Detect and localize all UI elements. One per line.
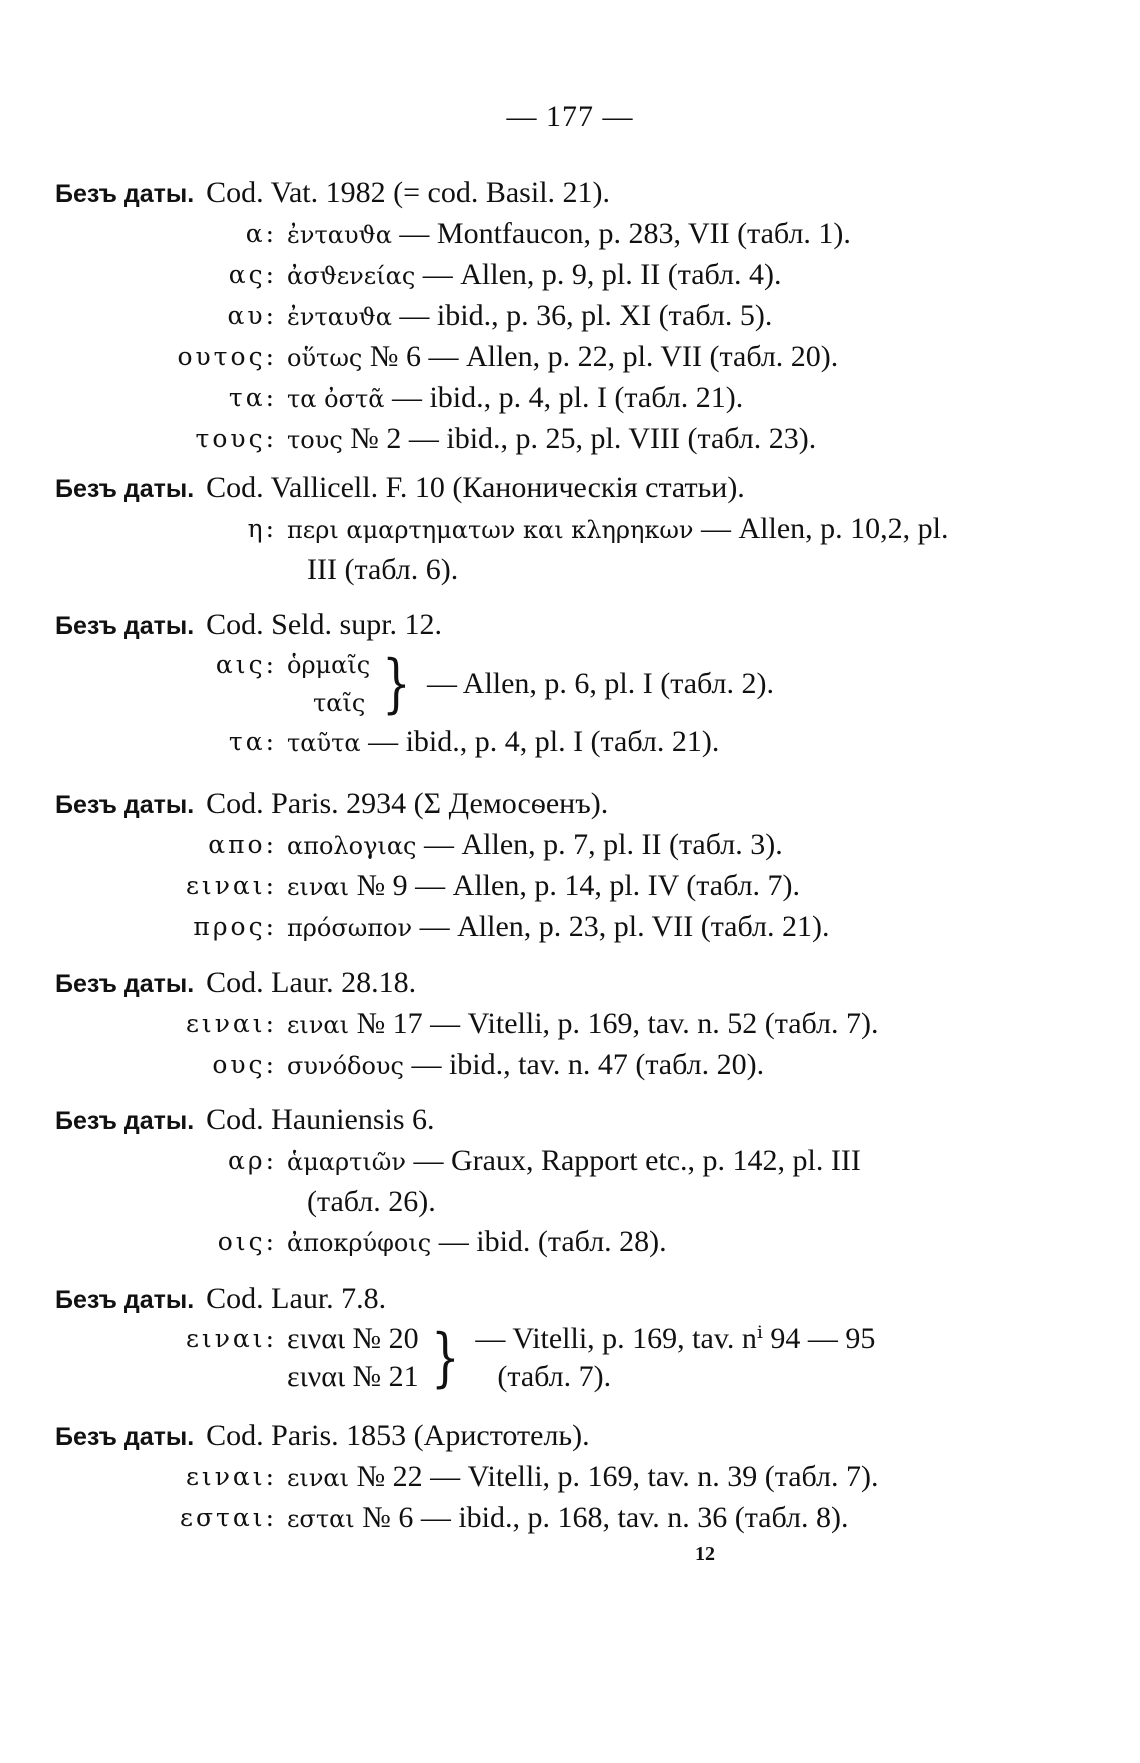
reference: — Allen, p. 6, pl. I (табл. 2).	[426, 667, 775, 700]
greek-word: πρόσωπον	[287, 914, 413, 942]
reference: № 2 — ibid., p. 25, pl. VIII (табл. 23).	[350, 422, 817, 455]
right-brace-icon: }	[430, 1321, 460, 1395]
greek-word: ειναι № 20	[287, 1322, 419, 1355]
letter-key: α:	[245, 219, 277, 248]
undated-label: Безъ даты.	[55, 1423, 195, 1451]
greek-word: ειναι	[287, 1464, 350, 1492]
codex-title: Cod. Hauniensis 6.	[206, 1103, 435, 1136]
codex-title: Cod. Paris. 2934 (Σ Демосѳенъ).	[206, 787, 609, 820]
letter-key: ας:	[228, 260, 277, 289]
letter-key: ειναι:	[185, 1324, 277, 1353]
entry	[55, 907, 1100, 948]
letter-key: η:	[247, 514, 277, 543]
greek-word: ειναι № 21	[287, 1360, 419, 1393]
undated-label: Безъ даты.	[55, 180, 195, 208]
reference: — ibid., p. 4, pl. I (табл. 21).	[391, 381, 744, 414]
letter-key: τα:	[228, 383, 277, 412]
codex-title: Cod. Seld. supr. 12.	[206, 608, 443, 641]
undated-label: Безъ даты.	[55, 970, 195, 998]
entry	[55, 1141, 1100, 1182]
section-paris-1853	[55, 1416, 1100, 1539]
greek-word: συνόδους	[287, 1052, 404, 1080]
section-hauniensis-6	[55, 1100, 1100, 1263]
section-heading	[55, 784, 1100, 825]
section-laur-7-8	[55, 1279, 1100, 1396]
entry	[55, 722, 1100, 763]
greek-word: ταῦτα	[287, 729, 361, 757]
signature-mark: 12	[695, 1543, 715, 1565]
reference-continuation: III (табл. 6).	[307, 553, 459, 586]
bracketed-entry	[55, 646, 1100, 722]
section-heading	[55, 468, 1100, 509]
entry	[55, 378, 1100, 419]
section-heading	[55, 1100, 1100, 1141]
entry	[55, 866, 1100, 907]
page-number: — 177 —	[506, 100, 634, 133]
greek-word: ταῖς	[313, 689, 366, 717]
section-laur-28-18	[55, 963, 1100, 1086]
reference: — Graux, Rapport etc., p. 142, pl. III	[413, 1144, 861, 1177]
entry	[55, 1222, 1100, 1263]
reference: — Allen, p. 9, pl. II (табл. 4).	[422, 258, 782, 291]
entry	[55, 1004, 1100, 1045]
entry	[55, 214, 1100, 255]
section-heading	[55, 963, 1100, 1004]
greek-word: ἁμαρτιῶν	[287, 1148, 406, 1176]
undated-label: Безъ даты.	[55, 791, 195, 819]
section-heading	[55, 173, 1100, 214]
reference: — Allen, p. 7, pl. II (табл. 3).	[424, 828, 783, 861]
letter-key: προς:	[193, 912, 277, 941]
reference: — Allen, p. 23, pl. VII (табл. 21).	[419, 910, 830, 943]
letter-key: αις:	[215, 650, 277, 679]
reference: — ibid., p. 4, pl. I (табл. 21).	[368, 725, 720, 758]
reference-continuation: (табл. 26).	[307, 1185, 436, 1218]
letter-key: εσται:	[180, 1503, 277, 1532]
undated-label: Безъ даты.	[55, 1107, 195, 1135]
codex-title: Cod. Laur. 28.18.	[206, 966, 417, 999]
letter-key: ους:	[212, 1050, 277, 1079]
section-heading	[55, 1416, 1100, 1457]
greek-word: ἐνταυϑα	[287, 221, 392, 249]
greek-word: ἐνταυϑα	[287, 303, 392, 331]
reference: № 6 — ibid., p. 168, tav. n. 36 (табл. 8).	[362, 1501, 849, 1534]
section-heading	[55, 1279, 1100, 1320]
undated-label: Безъ даты.	[55, 1286, 195, 1314]
reference: — ibid., p. 36, pl. XI (табл. 5).	[399, 299, 773, 332]
entry	[55, 419, 1100, 460]
section-paris-2934	[55, 784, 1100, 948]
greek-word: περι αμαρτηματων και κληρηκων	[287, 516, 694, 544]
greek-word: οὕτως	[287, 344, 363, 372]
reference: — Allen, p. 10,2, pl.	[701, 512, 949, 545]
reference: — Montfaucon, p. 283, VII (табл. 1).	[399, 217, 851, 250]
greek-word: απολογιας	[287, 832, 417, 860]
letter-key: απο:	[208, 830, 277, 859]
codex-title: Cod. Laur. 7.8.	[206, 1282, 387, 1315]
letter-key: οις:	[217, 1227, 277, 1256]
reference: — ibid. (табл. 28).	[438, 1225, 667, 1258]
right-brace-icon: }	[382, 647, 411, 721]
greek-word: εσται	[287, 1505, 355, 1533]
undated-label: Безъ даты.	[55, 612, 195, 640]
entry	[55, 825, 1100, 866]
reference: — Vitelli, p. 169, tav. nⁱ 94 — 95	[475, 1322, 876, 1355]
greek-word: τους	[287, 426, 343, 454]
section-seld-supr-12	[55, 605, 1100, 763]
section-heading	[55, 605, 1100, 646]
greek-word: ειναι	[287, 873, 350, 901]
reference: № 17 — Vitelli, p. 169, tav. n. 52 (табл. 7).	[356, 1007, 879, 1040]
letter-key: αυ:	[227, 301, 277, 330]
letter-key: τους:	[195, 424, 277, 453]
codex-title: Cod. Vallicell. F. 10 (Каноническія статьи).	[206, 471, 745, 504]
greek-word: ὁρμαῖς	[287, 651, 371, 679]
reference-continuation: (табл. 7).	[497, 1360, 612, 1393]
entry	[55, 296, 1100, 337]
letter-key: τα:	[228, 727, 277, 756]
entry	[55, 1457, 1100, 1498]
section-vat-1982	[55, 173, 1100, 460]
entry	[55, 1498, 1100, 1539]
codex-title: Cod. Vat. 1982 (= cod. Basil. 21).	[206, 176, 611, 209]
reference: № 22 — Vitelli, p. 169, tav. n. 39 (табл. 7).	[356, 1460, 879, 1493]
greek-word: ἀσϑενείας	[287, 262, 416, 290]
section-vallicell-f10	[55, 468, 1100, 590]
entry	[55, 255, 1100, 296]
reference: — ibid., tav. n. 47 (табл. 20).	[411, 1048, 765, 1081]
codex-title: Cod. Paris. 1853 (Аристотель).	[206, 1419, 590, 1452]
letter-key: αρ:	[227, 1146, 277, 1175]
greek-word: ἀποκρύφοις	[287, 1229, 432, 1257]
entry	[55, 1045, 1100, 1086]
undated-label: Безъ даты.	[55, 475, 195, 503]
bracketed-entry	[55, 1320, 1100, 1396]
letter-key: ειναι:	[185, 1462, 277, 1491]
letter-key: ουτος:	[177, 342, 277, 371]
letter-key: ειναι:	[185, 1009, 277, 1038]
reference: № 9 — Allen, p. 14, pl. IV (табл. 7).	[356, 869, 801, 902]
entry	[55, 509, 1100, 550]
entry	[55, 337, 1100, 378]
greek-word: τα ὀστᾶ	[287, 385, 385, 413]
letter-key: ειναι:	[185, 871, 277, 900]
greek-word: ειναι	[287, 1011, 350, 1039]
reference: № 6 — Allen, p. 22, pl. VII (табл. 20).	[369, 340, 839, 373]
